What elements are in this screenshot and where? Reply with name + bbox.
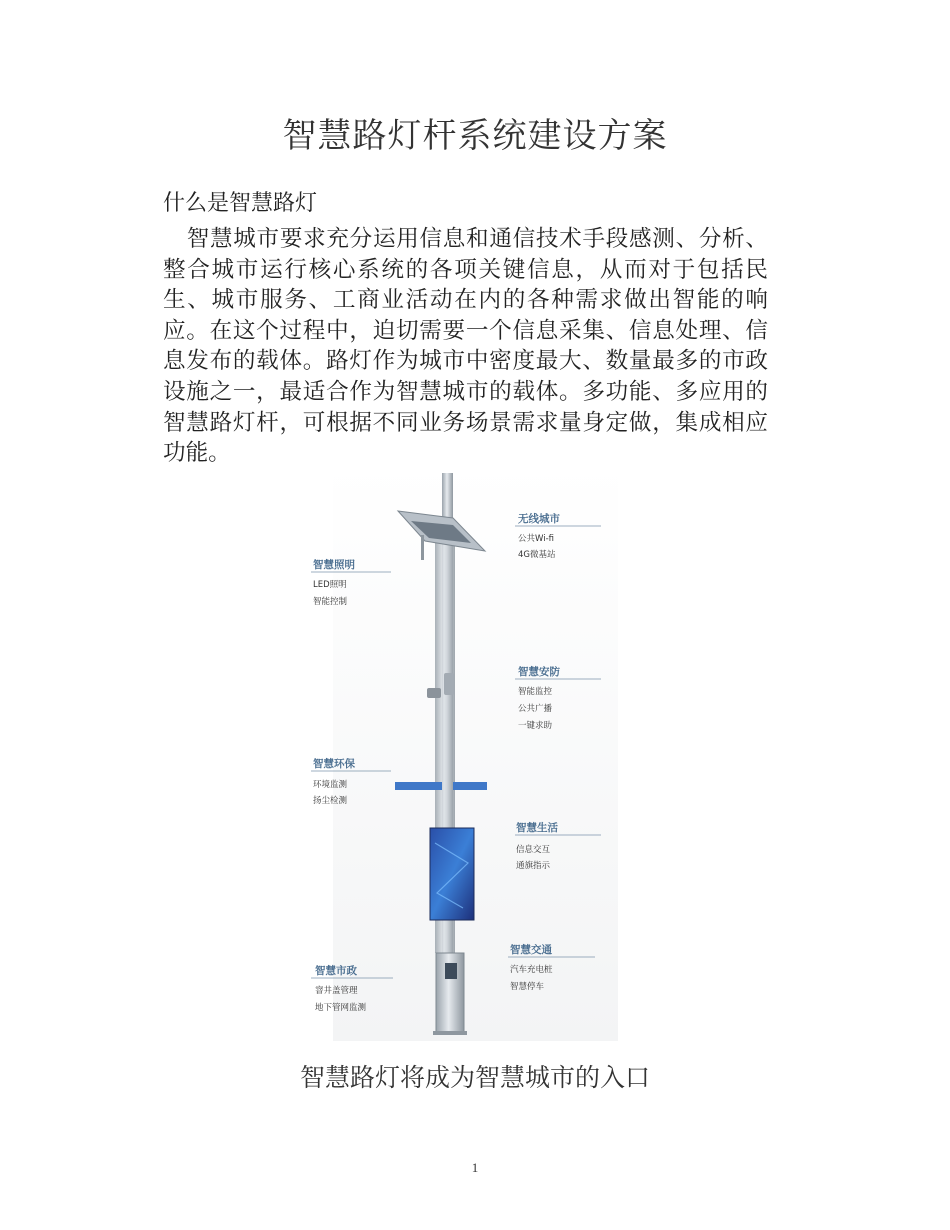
- document-title: 智慧路灯杆系统建设方案: [282, 116, 668, 156]
- figure-caption: 智慧路灯将成为智慧城市的入口: [299, 1063, 650, 1092]
- label-lighting-item2: 智能控制: [313, 597, 348, 607]
- label-security-item1: 智能监控: [518, 687, 553, 697]
- speaker-unit: [444, 673, 454, 695]
- street-sign-right: [453, 782, 487, 790]
- page-number: 1: [471, 1160, 479, 1175]
- label-security-item3: 一键求助: [518, 721, 553, 731]
- camera-unit: [427, 688, 441, 698]
- lamp-arm: [421, 535, 424, 560]
- label-lighting-title: 智慧照明: [313, 559, 355, 571]
- pole-base: [433, 1031, 467, 1035]
- label-env-item1: 环境监测: [313, 780, 348, 790]
- label-wireless-title: 无线城市: [518, 513, 560, 525]
- smart-pole-illustration: [303, 463, 648, 1041]
- label-municipal-item2: 地下管网监测: [315, 1003, 367, 1013]
- label-lighting-item1: LED照明: [313, 580, 347, 590]
- led-screen: [430, 828, 474, 920]
- label-municipal-item1: 窨井盖管理: [315, 986, 358, 996]
- label-wireless-item1: 公共Wi-fi: [518, 534, 555, 544]
- label-traffic-item2: 智慧停车: [510, 982, 545, 992]
- smart-pole-svg: [303, 463, 648, 1041]
- label-wireless-item2: 4G微基站: [518, 550, 556, 560]
- label-security-item2: 公共广播: [518, 704, 553, 714]
- label-env-title: 智慧环保: [313, 758, 355, 770]
- section-heading: 什么是智慧路灯: [163, 191, 318, 216]
- label-traffic-item1: 汽车充电桩: [510, 965, 553, 975]
- label-traffic-title: 智慧交通: [510, 944, 552, 956]
- label-life-title: 智慧生活: [516, 822, 558, 834]
- label-life-item2: 通旗指示: [516, 861, 551, 871]
- street-sign-left: [395, 782, 442, 790]
- label-municipal-title: 智慧市政: [315, 965, 357, 977]
- label-security-title: 智慧安防: [518, 666, 560, 678]
- cabinet-display: [445, 963, 457, 979]
- body-paragraph: 智慧城市要求充分运用信息和通信技术手段感测、分析、整合城市运行核心系统的各项关键信息，从而对于包括民生、城市服务、工商业活动在内的各种需求做出智能的响应。在这个过程中，迫切需要一个信息采集、信息处理、信息发布的载体。路灯作为城市中密度最大、数量最多的市政设施之一，最适合作为智慧城市的载体。多功能、多应用的智慧路灯杆，可根据不同业务场景需求量身定做，集成相应功能。: [163, 226, 768, 467]
- label-life-item1: 信息交互: [516, 845, 551, 855]
- label-env-item2: 扬尘检测: [313, 796, 348, 806]
